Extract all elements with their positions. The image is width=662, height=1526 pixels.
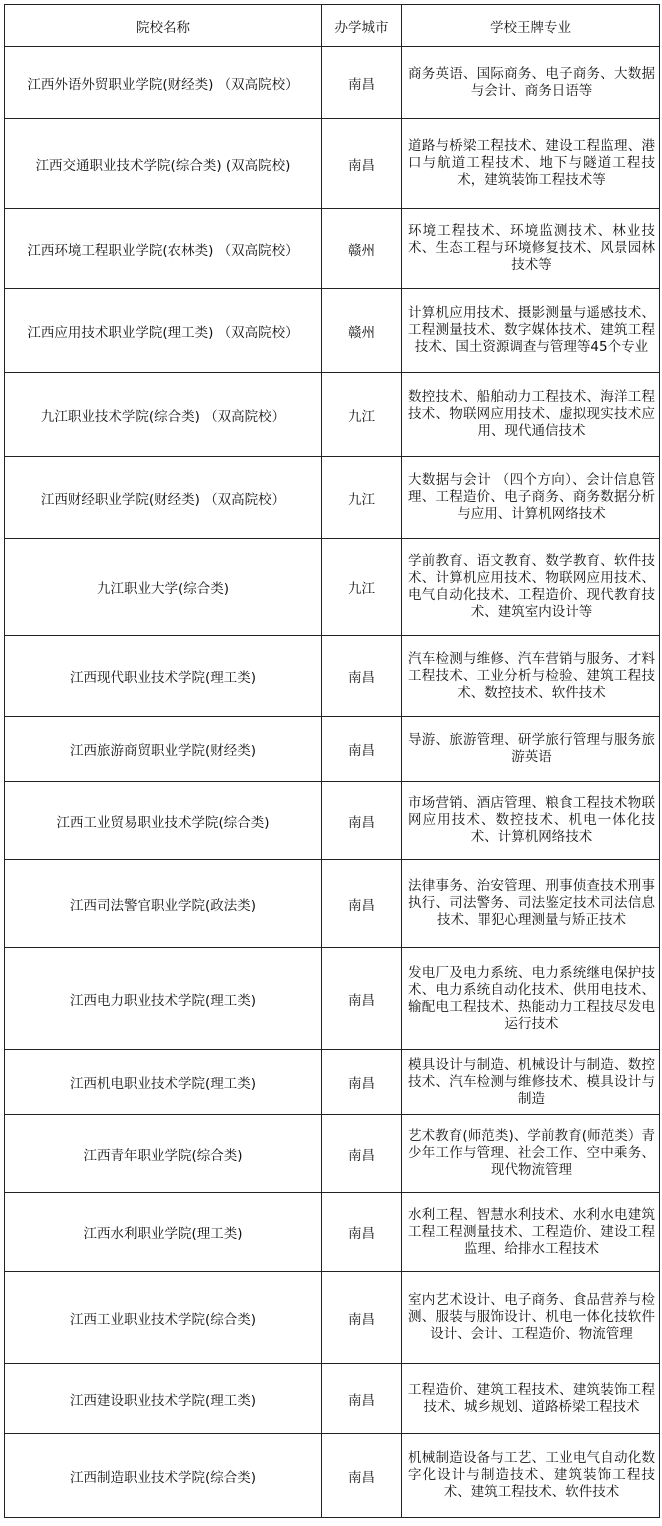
majors-cell: 市场营销、酒店管理、粮食工程技术物联网应用技术、数控技术、机电一体化技术、计算机网络技术 bbox=[402, 782, 660, 860]
city-cell: 南昌 bbox=[322, 1193, 402, 1272]
college-name-cell: 江西环境工程职业学院(农林类) （双高院校） bbox=[5, 209, 322, 289]
majors-cell: 数控技术、船舶动力工程技术、海洋工程技术、物联网应用技术、虚拟现实技术应用、现代通信技术 bbox=[402, 373, 660, 457]
majors-cell: 发电厂及电力系统、电力系统继电保护技术、电力系统自动化技术、供用电技术、输配电工程技术、热能动力工程技尽发电运行技术 bbox=[402, 948, 660, 1050]
college-name-cell: 江西旅游商贸职业学院(财经类) bbox=[5, 717, 322, 782]
majors-cell: 水利工程、智慧水利技术、水利水电建筑工程工程测量技术、工程造价、建设工程监理、给排水工程技术 bbox=[402, 1193, 660, 1272]
college-name-cell: 江西财经职业学院(财经类) （双高院校） bbox=[5, 457, 322, 539]
table-row bbox=[5, 1272, 660, 1364]
city-cell: 九江 bbox=[322, 373, 402, 457]
city-cell: 南昌 bbox=[322, 717, 402, 782]
table-row bbox=[5, 1434, 660, 1518]
table-row bbox=[5, 1193, 660, 1272]
college-name-cell: 江西水利职业学院(理工类) bbox=[5, 1193, 322, 1272]
city-cell: 南昌 bbox=[322, 1050, 402, 1115]
table-row bbox=[5, 457, 660, 539]
table-row bbox=[5, 119, 660, 209]
table-row bbox=[5, 1050, 660, 1115]
majors-cell: 汽车检测与维修、汽车营销与服务、才料工程技术、工业分析与检验、建筑工程技术、数控技术、软件技术 bbox=[402, 636, 660, 717]
college-name-cell: 江西现代职业技术学院(理工类) bbox=[5, 636, 322, 717]
majors-cell: 艺术教育(师范类)、学前教育(师范类）青少年工作与管理、社会工作、空中乘务、现代物流管理 bbox=[402, 1115, 660, 1193]
college-name-cell: 江西司法警官职业学院(政法类) bbox=[5, 860, 322, 948]
city-cell: 南昌 bbox=[322, 636, 402, 717]
majors-cell: 机械制造设备与工艺、工业电气自动化数字化设计与制造技术、建筑装饰工程技术、建筑工程技术、软件技术 bbox=[402, 1434, 660, 1518]
city-cell: 赣州 bbox=[322, 209, 402, 289]
header-row bbox=[5, 5, 660, 47]
college-name-cell: 江西建设职业技术学院(理工类) bbox=[5, 1364, 322, 1434]
header-college-name: 院校名称 bbox=[5, 5, 322, 47]
college-name-cell: 江西机电职业技术学院(理工类) bbox=[5, 1050, 322, 1115]
city-cell: 南昌 bbox=[322, 860, 402, 948]
city-cell: 南昌 bbox=[322, 782, 402, 860]
majors-cell: 学前教育、语文教育、数学教育、软件技术、计算机应用技术、物联网应用技术、电气自动化技术、工程造价、现代教育技术、建筑室内设计等 bbox=[402, 539, 660, 636]
college-name-cell: 九江职业大学(综合类) bbox=[5, 539, 322, 636]
college-name-cell: 江西交通职业技术学院(综合类) (双高院校) bbox=[5, 119, 322, 209]
city-cell: 南昌 bbox=[322, 1434, 402, 1518]
college-name-cell: 江西应用技术职业学院(理工类) （双高院校） bbox=[5, 289, 322, 373]
table-row bbox=[5, 373, 660, 457]
table-row bbox=[5, 209, 660, 289]
city-cell: 南昌 bbox=[322, 119, 402, 209]
table-row bbox=[5, 717, 660, 782]
college-name-cell: 江西工业职业技术学院(综合类) bbox=[5, 1272, 322, 1364]
college-name-cell: 江西工业贸易职业技术学院(综合类) bbox=[5, 782, 322, 860]
header-city: 办学城市 bbox=[322, 5, 402, 47]
city-cell: 南昌 bbox=[322, 1115, 402, 1193]
city-cell: 南昌 bbox=[322, 1364, 402, 1434]
city-cell: 南昌 bbox=[322, 47, 402, 119]
majors-cell: 道路与桥梁工程技术、建设工程监理、港口与航道工程技术、地下与隧道工程技术，建筑装饰工程技术等 bbox=[402, 119, 660, 209]
majors-cell: 导游、旅游管理、研学旅行管理与服务旅游英语 bbox=[402, 717, 660, 782]
city-cell: 南昌 bbox=[322, 1272, 402, 1364]
college-name-cell: 九江职业技术学院(综合类) （双高院校） bbox=[5, 373, 322, 457]
majors-cell: 商务英语、国际商务、电子商务、大数据与会计、商务日语等 bbox=[402, 47, 660, 119]
table-row bbox=[5, 1364, 660, 1434]
header-majors: 学校王牌专业 bbox=[402, 5, 660, 47]
city-cell: 九江 bbox=[322, 539, 402, 636]
college-name-cell: 江西青年职业学院(综合类) bbox=[5, 1115, 322, 1193]
college-name-cell: 江西制造职业技术学院(综合类) bbox=[5, 1434, 322, 1518]
majors-cell: 大数据与会计 （四个方向）、会计信息管理、工程造价、电子商务、商务数据分析与应用、计算机网络技术 bbox=[402, 457, 660, 539]
table-row bbox=[5, 782, 660, 860]
majors-cell: 工程造价、建筑工程技术、建筑装饰工程技术、城乡规划、道路桥梁工程技术 bbox=[402, 1364, 660, 1434]
college-name-cell: 江西外语外贸职业学院(财经类) （双高院校） bbox=[5, 47, 322, 119]
table-row bbox=[5, 1115, 660, 1193]
college-table bbox=[4, 4, 660, 1518]
city-cell: 赣州 bbox=[322, 289, 402, 373]
majors-cell: 环境工程技术、环境监测技术、林业技术、生态工程与环境修复技术、风景园林技术等 bbox=[402, 209, 660, 289]
majors-cell: 法律事务、治安管理、刑事侦查技术刑事执行、司法警务、司法鉴定技术司法信息技术、罪犯心理测量与矫正技术 bbox=[402, 860, 660, 948]
table-row bbox=[5, 860, 660, 948]
majors-cell: 计算机应用技术、摄影测量与遥感技术、工程测量技术、数字媒体技术、建筑工程技术、国土资源调查与管理等45个专业 bbox=[402, 289, 660, 373]
college-name-cell: 江西电力职业技术学院(理工类) bbox=[5, 948, 322, 1050]
city-cell: 南昌 bbox=[322, 948, 402, 1050]
table-row bbox=[5, 948, 660, 1050]
table-row bbox=[5, 636, 660, 717]
table-row bbox=[5, 539, 660, 636]
majors-cell: 模具设计与制造、机械设计与制造、数控技术、汽车检测与维修技术、模具设计与制造 bbox=[402, 1050, 660, 1115]
city-cell: 九江 bbox=[322, 457, 402, 539]
table-row bbox=[5, 47, 660, 119]
table-row bbox=[5, 289, 660, 373]
majors-cell: 室内艺术设计、电子商务、食品营养与检测、服装与服饰设计、机电一体化技软件设计、会计、工程造价、物流管理 bbox=[402, 1272, 660, 1364]
